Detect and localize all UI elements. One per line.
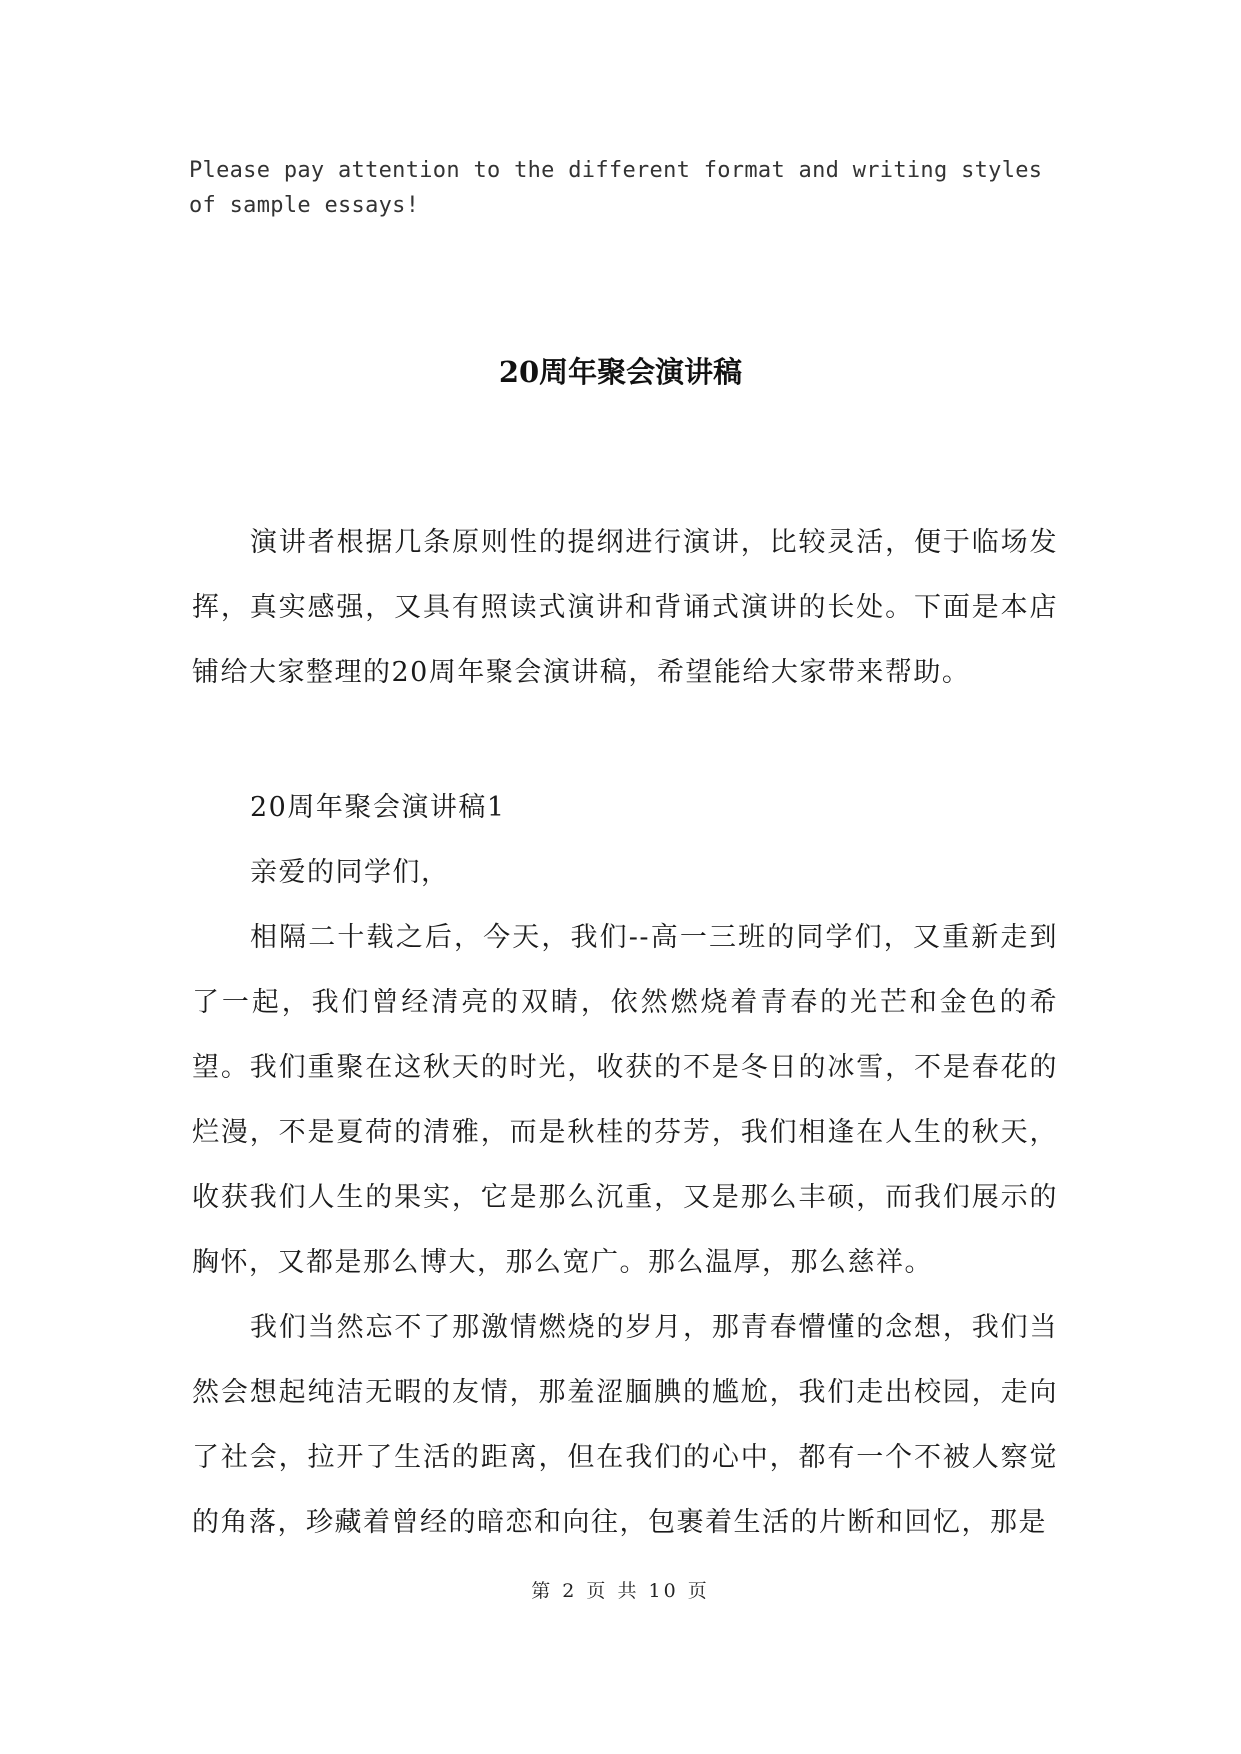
format-notice: Please pay attention to the different format and writing styles of sample essays! bbox=[189, 158, 1043, 218]
salutation: 亲爱的同学们， bbox=[250, 857, 450, 888]
intro-paragraph: 演讲者根据几条原则性的提纲进行演讲，比较灵活，便于临场发挥，真实感强，又具有照读式演讲和背诵式演讲的长处。下面是本店铺给大家整理的20周年聚会演讲稿，希望能给大家带来帮助。 bbox=[192, 527, 1058, 688]
document-title: 20周年聚会演讲稿 bbox=[498, 355, 743, 389]
body-paragraph-2: 我们当然忘不了那激情燃烧的岁月，那青春懵懂的念想，我们当然会想起纯洁无暇的友情，那羞涩腼腆的尴尬，我们走出校园，走向了社会，拉开了生活的距离，但在我们的心中，都有一个不被人察觉的角落，珍藏着曾经的暗恋和向往，包裹着生活的片断和回忆，那是 bbox=[192, 1312, 1058, 1538]
page-footer: 第 2 页 共 10 页 bbox=[531, 1580, 710, 1602]
section-heading: 20周年聚会演讲稿1 bbox=[250, 792, 506, 823]
body-paragraph-1: 相隔二十载之后，今天，我们--高一三班的同学们，又重新走到了一起，我们曾经清亮的双睛，依然燃烧着青春的光芒和金色的希望。我们重聚在这秋天的时光，收获的不是冬日的冰雪，不是春花的烂漫，不是夏荷的清雅，而是秋桂的芬芳，我们相逢在人生的秋天，收获我们人生的果实，它是那么沉重，又是那么丰硕，而我们展示的胸怀，又都是那么博大，那么宽广。那么温厚，那么慈祥。 bbox=[192, 922, 1058, 1278]
